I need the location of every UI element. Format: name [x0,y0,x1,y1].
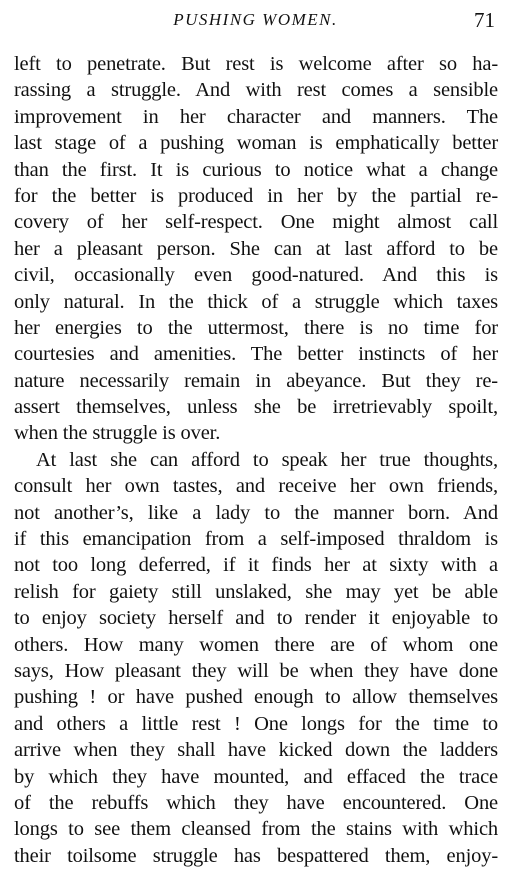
text-line: covery of her self-respect. One might almost call [14,211,498,234]
text-line: only natural. In the thick of a struggle which taxes [14,290,498,313]
text-line: and others a little rest ! One longs for the time to [14,712,498,735]
text-line: relish for gaiety still unslaked, she may yet be able [14,580,498,603]
text-line: At last she can afford to speak her true thoughts, [36,448,498,471]
text-line: longs to see them cleansed from the stains with which [14,818,498,841]
text-line: to enjoy society herself and to render it enjoyable to [14,607,498,630]
text-line: when the struggle is over. [14,422,221,445]
text-line: her energies to the uttermost, there is no time for [14,316,498,339]
text-line: if this emancipation from a self-imposed thraldom is [14,528,498,551]
text-line: last stage of a pushing woman is emphatically better [14,132,498,155]
running-title: PUSHING WOMEN. [173,10,338,29]
text-line: not another’s, like a lady to the manner born. And [14,501,498,524]
text-line: nature necessarily remain in abeyance. But they re- [14,369,498,392]
text-line: improvement in her character and manners. The [14,105,498,128]
text-line: says, How pleasant they will be when they have done [14,659,498,682]
running-head [12,6,499,36]
text-line: courtesies and amenities. The better instincts of her [14,343,498,366]
page-number: 71 [474,8,495,32]
text-line: rassing a struggle. And with rest comes a sensible [14,79,498,102]
text-line: pushing ! or have pushed enough to allow themselves [14,686,498,709]
text-line: consult her own tastes, and receive her own friends, [14,475,498,498]
text-line: civil, occasionally even good-natured. And this is [14,264,498,287]
text-line: by which they have mounted, and effaced the trace [14,765,498,788]
text-line: assert themselves, unless she be irretrievably spoilt, [14,396,498,419]
text-line: others. How many women there are of whom one [14,633,498,656]
text-line: of the rebuffs which they have encountered. One [14,791,498,814]
text-line: left to penetrate. But rest is welcome after so ha- [14,53,498,75]
body-text [14,51,498,869]
text-line: arrive when they shall have kicked down the ladders [14,739,498,762]
text-line: than the first. It is curious to notice what a change [14,158,498,181]
text-line: not too long deferred, if it finds her at sixty with a [14,554,498,577]
text-line: her a pleasant person. She can at last afford to be [14,237,498,260]
text-line: their toilsome struggle has bespattered them, enjoy- [14,844,498,867]
text-line: for the better is produced in her by the partial re- [14,184,498,207]
